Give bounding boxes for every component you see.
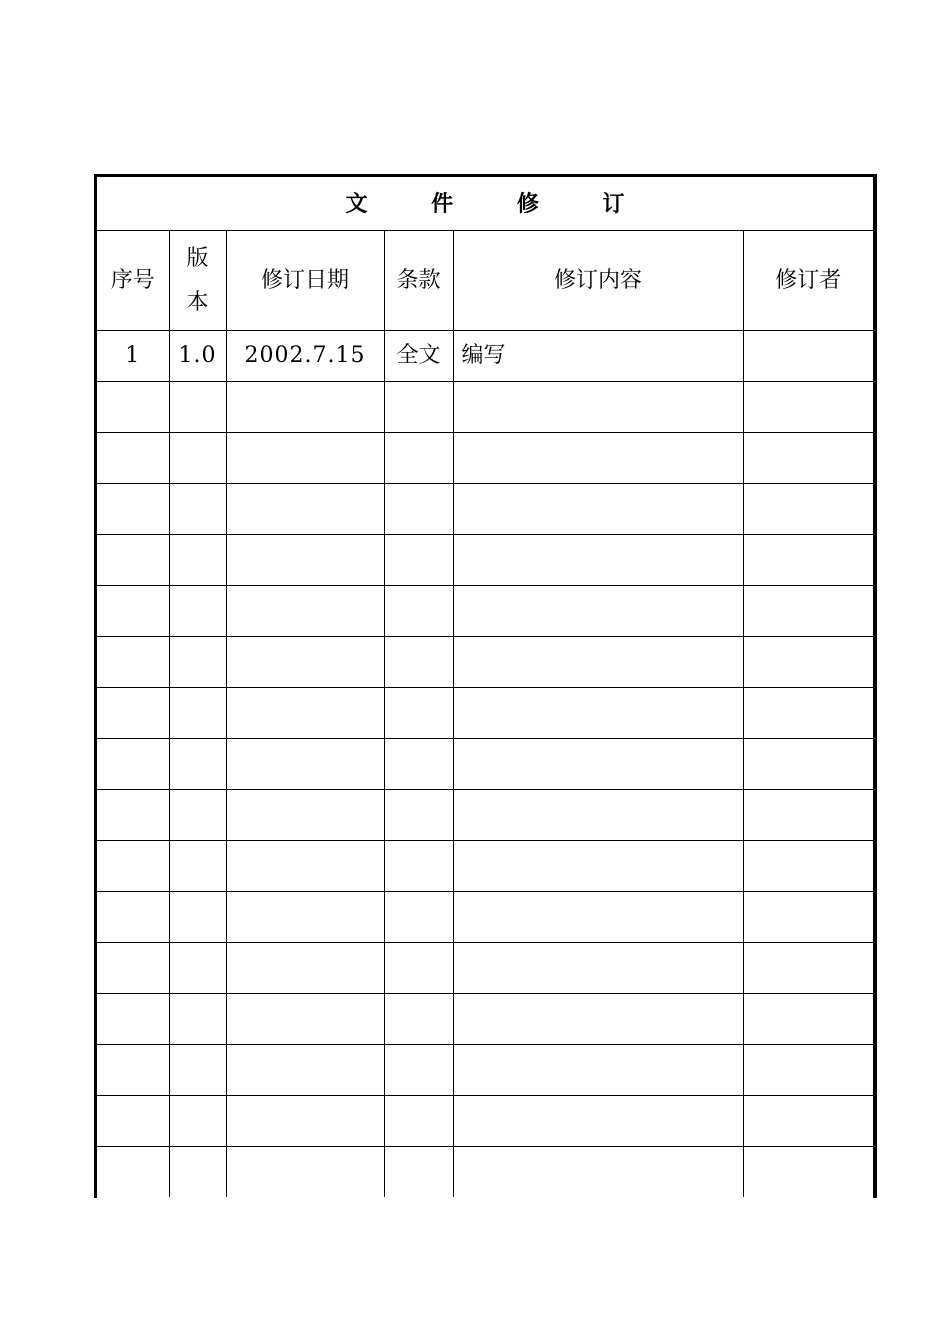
cell-seq: 1 bbox=[97, 331, 169, 382]
cell-clause bbox=[384, 688, 453, 739]
table-row bbox=[97, 1147, 873, 1198]
cell-version bbox=[169, 994, 226, 1045]
cell-content bbox=[453, 586, 743, 637]
cell-author bbox=[743, 1147, 873, 1198]
cell-seq bbox=[97, 1096, 169, 1147]
cell-version: 1.0 bbox=[169, 331, 226, 382]
cell-date bbox=[226, 688, 384, 739]
table-row bbox=[97, 1096, 873, 1147]
cell-clause bbox=[384, 739, 453, 790]
cell-author bbox=[743, 841, 873, 892]
cell-author bbox=[743, 331, 873, 382]
table-row bbox=[97, 484, 873, 535]
cell-author bbox=[743, 1096, 873, 1147]
cell-date: 2002.7.15 bbox=[226, 331, 384, 382]
cell-date bbox=[226, 433, 384, 484]
cell-version bbox=[169, 892, 226, 943]
cell-date bbox=[226, 1147, 384, 1198]
header-seq: 序号 bbox=[97, 231, 169, 331]
cell-clause bbox=[384, 790, 453, 841]
revision-table-frame bbox=[94, 174, 877, 1198]
header-version bbox=[169, 231, 226, 331]
cell-author bbox=[743, 688, 873, 739]
cell-content bbox=[453, 739, 743, 790]
table-row bbox=[97, 841, 873, 892]
cell-content bbox=[453, 841, 743, 892]
cell-seq bbox=[97, 586, 169, 637]
cell-date bbox=[226, 1045, 384, 1096]
table-row bbox=[97, 943, 873, 994]
cell-version bbox=[169, 790, 226, 841]
cell-clause bbox=[384, 637, 453, 688]
table-title-row bbox=[97, 177, 873, 231]
table-row bbox=[97, 331, 873, 382]
cell-content bbox=[453, 943, 743, 994]
cell-date bbox=[226, 484, 384, 535]
cell-version bbox=[169, 433, 226, 484]
cell-seq bbox=[97, 841, 169, 892]
cell-author bbox=[743, 943, 873, 994]
cell-clause bbox=[384, 1045, 453, 1096]
table-title: 文 件 修 订 bbox=[97, 177, 873, 231]
header-version-line2: 本 bbox=[186, 289, 209, 315]
header-author: 修订者 bbox=[743, 231, 873, 331]
cell-clause bbox=[384, 1096, 453, 1147]
cell-seq bbox=[97, 1045, 169, 1096]
cell-clause: 全文 bbox=[384, 331, 453, 382]
cell-content bbox=[453, 688, 743, 739]
cell-version bbox=[169, 484, 226, 535]
cell-clause bbox=[384, 484, 453, 535]
cell-date bbox=[226, 1096, 384, 1147]
cell-author bbox=[743, 1045, 873, 1096]
cell-seq bbox=[97, 637, 169, 688]
cell-version bbox=[169, 1096, 226, 1147]
cell-seq bbox=[97, 1147, 169, 1198]
table-row bbox=[97, 994, 873, 1045]
cell-date bbox=[226, 637, 384, 688]
table-row bbox=[97, 1045, 873, 1096]
cell-date bbox=[226, 943, 384, 994]
cell-seq bbox=[97, 739, 169, 790]
cell-version bbox=[169, 637, 226, 688]
cell-date bbox=[226, 994, 384, 1045]
header-version-line1: 版 bbox=[186, 245, 209, 271]
cell-seq bbox=[97, 535, 169, 586]
table-row bbox=[97, 637, 873, 688]
cell-content bbox=[453, 994, 743, 1045]
cell-version bbox=[169, 382, 226, 433]
table-row bbox=[97, 586, 873, 637]
cell-content bbox=[453, 1147, 743, 1198]
cell-seq bbox=[97, 433, 169, 484]
cell-date bbox=[226, 841, 384, 892]
cell-version bbox=[169, 943, 226, 994]
cell-version bbox=[169, 688, 226, 739]
cell-seq bbox=[97, 382, 169, 433]
cell-date bbox=[226, 739, 384, 790]
cell-clause bbox=[384, 535, 453, 586]
cell-content bbox=[453, 790, 743, 841]
cell-clause bbox=[384, 382, 453, 433]
cell-content bbox=[453, 382, 743, 433]
cell-date bbox=[226, 892, 384, 943]
cell-version bbox=[169, 841, 226, 892]
cell-clause bbox=[384, 943, 453, 994]
cell-author bbox=[743, 382, 873, 433]
cell-seq bbox=[97, 994, 169, 1045]
cell-clause bbox=[384, 433, 453, 484]
cell-content bbox=[453, 484, 743, 535]
cell-author bbox=[743, 994, 873, 1045]
cell-clause bbox=[384, 1147, 453, 1198]
cell-content bbox=[453, 637, 743, 688]
cell-author bbox=[743, 790, 873, 841]
table-row bbox=[97, 688, 873, 739]
cell-clause bbox=[384, 994, 453, 1045]
cell-author bbox=[743, 892, 873, 943]
table-row bbox=[97, 535, 873, 586]
cell-version bbox=[169, 535, 226, 586]
cell-date bbox=[226, 535, 384, 586]
cell-content bbox=[453, 535, 743, 586]
table-row bbox=[97, 892, 873, 943]
cell-seq bbox=[97, 790, 169, 841]
cell-seq bbox=[97, 484, 169, 535]
cell-date bbox=[226, 790, 384, 841]
cell-author bbox=[743, 586, 873, 637]
table-row bbox=[97, 382, 873, 433]
cell-date bbox=[226, 382, 384, 433]
cell-clause bbox=[384, 892, 453, 943]
table-header-row bbox=[97, 231, 873, 331]
cell-clause bbox=[384, 841, 453, 892]
cell-author bbox=[743, 637, 873, 688]
cell-content bbox=[453, 1045, 743, 1096]
cell-content bbox=[453, 433, 743, 484]
cell-author bbox=[743, 535, 873, 586]
table-row bbox=[97, 739, 873, 790]
cell-version bbox=[169, 1147, 226, 1198]
cell-author bbox=[743, 739, 873, 790]
table-row bbox=[97, 433, 873, 484]
cell-version bbox=[169, 586, 226, 637]
revision-table bbox=[97, 177, 873, 1197]
cell-content bbox=[453, 892, 743, 943]
cell-date bbox=[226, 586, 384, 637]
cell-clause bbox=[384, 586, 453, 637]
cell-author bbox=[743, 433, 873, 484]
cell-content: 编写 bbox=[453, 331, 743, 382]
cell-version bbox=[169, 739, 226, 790]
table-row bbox=[97, 790, 873, 841]
cell-content bbox=[453, 1096, 743, 1147]
header-clause: 条款 bbox=[384, 231, 453, 331]
cell-seq bbox=[97, 943, 169, 994]
header-date: 修订日期 bbox=[226, 231, 384, 331]
cell-version bbox=[169, 1045, 226, 1096]
header-content: 修订内容 bbox=[453, 231, 743, 331]
cell-seq bbox=[97, 892, 169, 943]
cell-author bbox=[743, 484, 873, 535]
cell-seq bbox=[97, 688, 169, 739]
